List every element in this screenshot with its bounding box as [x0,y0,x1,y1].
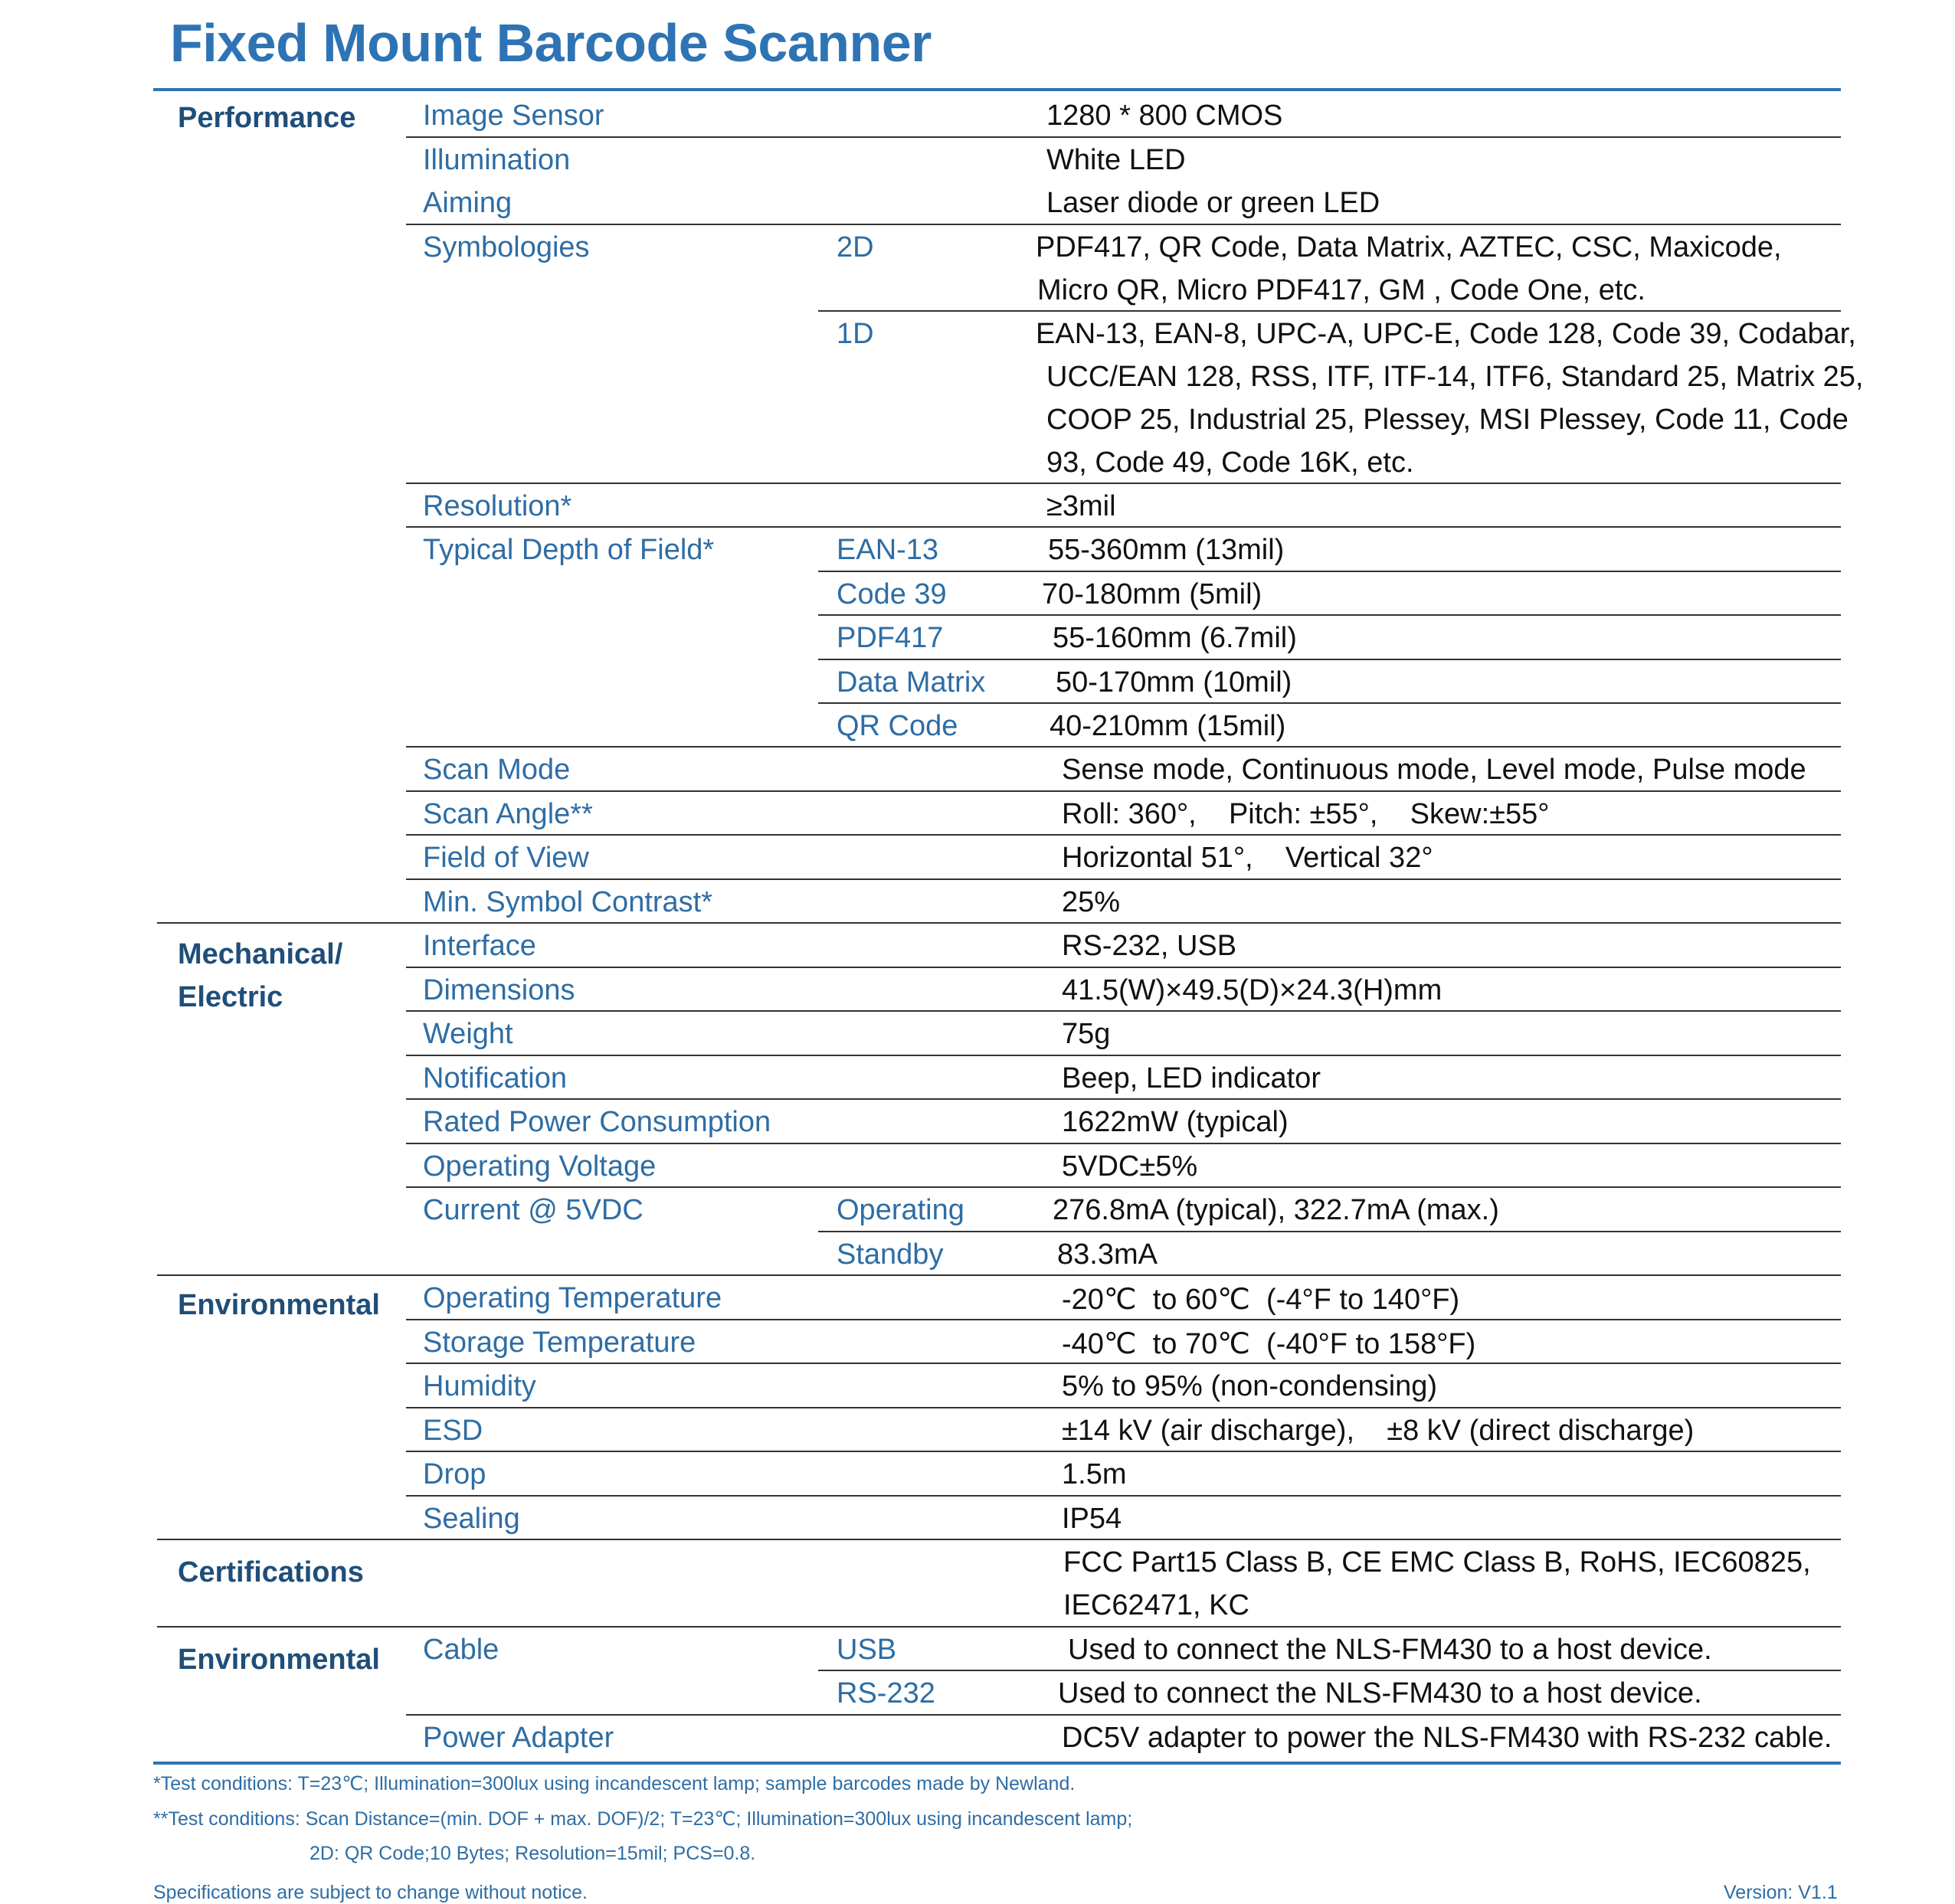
feature-current: Current @ 5VDC [423,1194,643,1226]
value-operating-voltage: 5VDC±5% [1062,1150,1198,1183]
version-label: Version: V1.1 [1724,1882,1838,1903]
feature-storage-temperature: Storage Temperature [423,1327,696,1359]
sub-dof-ean13: EAN-13 [837,534,939,566]
value-notification: Beep, LED indicator [1062,1062,1321,1094]
row-divider [818,1670,1841,1671]
row-divider [406,790,1841,792]
row-divider [406,1098,1841,1100]
value-dof-ean13: 55-360mm (13mil) [1048,534,1285,566]
value-symbologies-1d-line1: EAN-13, EAN-8, UPC-A, UPC-E, Code 128, Code 39, Codabar, [1036,318,1856,350]
row-divider [406,1055,1841,1056]
value-storage-temperature: -40℃ to 70℃ (-40°F to 158°F) [1062,1328,1476,1360]
row-divider [406,1451,1841,1452]
section-mechanical-electric: Mechanical/ [178,938,343,970]
value-scan-angle: Roll: 360°, Pitch: ±55°, Skew:±55° [1062,798,1550,830]
section-divider [157,1626,1841,1628]
section-divider [157,922,1841,924]
value-scan-mode: Sense mode, Continuous mode, Level mode, Pulse mode [1062,754,1806,786]
row-divider [406,526,1841,528]
value-weight: 75g [1062,1018,1111,1050]
value-illumination: White LED [1046,144,1186,176]
feature-power-consumption: Rated Power Consumption [423,1106,771,1138]
feature-drop: Drop [423,1458,486,1490]
row-divider [406,1143,1841,1144]
value-esd: ±14 kV (air discharge), ±8 kV (direct discharge) [1062,1415,1695,1447]
value-min-symbol-contrast: 25% [1062,886,1121,918]
sub-current-standby: Standby [837,1238,944,1271]
row-divider [818,702,1841,704]
value-operating-temperature: -20℃ to 60℃ (-4°F to 140°F) [1062,1284,1460,1316]
value-current-standby: 83.3mA [1057,1238,1158,1271]
sub-dof-data-matrix: Data Matrix [837,666,986,698]
feature-notification: Notification [423,1062,567,1094]
value-aiming: Laser diode or green LED [1046,187,1380,219]
value-dimensions: 41.5(W)×49.5(D)×24.3(H)mm [1062,974,1443,1006]
value-cable-usb: Used to connect the NLS-FM430 to a host device. [1068,1634,1712,1666]
sub-current-operating: Operating [837,1194,964,1226]
section-environmental: Environmental [178,1289,380,1321]
row-divider [818,1231,1841,1232]
footnote-1: *Test conditions: T=23℃; Illumination=300lux using incandescent lamp; sample barcodes made by Newland. [153,1773,1076,1794]
value-symbologies-2d-line2: Micro QR, Micro PDF417, GM , Code One, etc. [1037,274,1646,306]
section-divider [157,1539,1841,1540]
feature-weight: Weight [423,1018,513,1050]
section-performance: Performance [178,102,356,134]
value-symbologies-1d-line2: UCC/EAN 128, RSS, ITF, ITF-14, ITF6, Standard 25, Matrix 25, [1046,361,1864,393]
feature-dimensions: Dimensions [423,974,575,1006]
feature-field-of-view: Field of View [423,842,589,874]
row-divider [406,878,1841,880]
feature-scan-angle: Scan Angle** [423,798,593,830]
sub-dof-qr-code: QR Code [837,710,958,742]
feature-sealing: Sealing [423,1503,520,1535]
sub-dof-code39: Code 39 [837,578,947,610]
sub-cable-rs232: RS-232 [837,1677,935,1709]
value-dof-pdf417: 55-160mm (6.7mil) [1053,622,1297,654]
row-divider [406,967,1841,968]
row-divider [818,614,1841,616]
value-field-of-view: Horizontal 51°, Vertical 32° [1062,842,1433,874]
value-resolution: ≥3mil [1046,490,1116,522]
value-certifications-line2: IEC62471, KC [1063,1589,1249,1621]
value-power-adapter: DC5V adapter to power the NLS-FM430 with RS-232 cable. [1062,1722,1832,1754]
value-interface: RS-232, USB [1062,930,1237,962]
feature-esd: ESD [423,1415,483,1447]
sub-symbologies-2d: 2D [837,231,874,263]
value-symbologies-2d-line1: PDF417, QR Code, Data Matrix, AZTEC, CSC, Maxicode, [1036,231,1782,263]
row-divider [406,136,1841,138]
row-divider [818,571,1841,572]
feature-power-adapter: Power Adapter [423,1722,614,1754]
page-title: Fixed Mount Barcode Scanner [170,13,932,73]
value-symbologies-1d-line3: COOP 25, Industrial 25, Plessey, MSI Plessey, Code 11, Code [1046,404,1849,436]
value-humidity: 5% to 95% (non-condensing) [1062,1370,1438,1402]
sub-dof-pdf417: PDF417 [837,622,944,654]
row-divider [406,834,1841,836]
value-cable-rs232: Used to connect the NLS-FM430 to a host device. [1058,1677,1702,1709]
value-power-consumption: 1622mW (typical) [1062,1106,1289,1138]
feature-operating-voltage: Operating Voltage [423,1150,657,1183]
row-divider [406,1714,1841,1716]
value-symbologies-1d-line4: 93, Code 49, Code 16K, etc. [1046,447,1414,479]
row-divider [406,1319,1841,1320]
feature-cable: Cable [423,1634,499,1666]
section-accessories: Environmental [178,1644,380,1676]
value-sealing: IP54 [1062,1503,1122,1535]
table-bottom-divider [153,1762,1841,1765]
feature-image-sensor: Image Sensor [423,100,604,132]
footnote-2: **Test conditions: Scan Distance=(min. DOF + max. DOF)/2; T=23℃; Illumination=300lux using incandescent lamp; [153,1808,1133,1830]
row-divider [406,1407,1841,1408]
row-divider [406,1010,1841,1012]
value-dof-data-matrix: 50-170mm (10mil) [1056,666,1292,698]
section-certifications: Certifications [178,1556,364,1588]
feature-min-symbol-contrast: Min. Symbol Contrast* [423,886,713,918]
feature-symbologies: Symbologies [423,231,590,263]
feature-resolution: Resolution* [423,490,572,522]
value-certifications-line1: FCC Part15 Class B, CE EMC Class B, RoHS, IEC60825, [1063,1546,1811,1578]
feature-depth-of-field: Typical Depth of Field* [423,534,715,566]
section-mechanical-electric-line2: Electric [178,981,283,1013]
value-current-operating: 276.8mA (typical), 322.7mA (max.) [1053,1194,1499,1226]
row-divider [406,746,1841,748]
feature-humidity: Humidity [423,1370,536,1402]
row-divider [406,1495,1841,1497]
footnote-2-continued: 2D: QR Code;10 Bytes; Resolution=15mil; PCS=0.8. [309,1843,756,1864]
feature-scan-mode: Scan Mode [423,754,571,786]
section-divider [157,1274,1841,1276]
row-divider [818,659,1841,660]
row-divider [818,310,1841,312]
row-divider [406,1186,1841,1188]
row-divider [406,1363,1841,1364]
value-dof-code39: 70-180mm (5mil) [1042,578,1262,610]
feature-aiming: Aiming [423,187,512,219]
row-divider [406,224,1841,225]
row-divider [406,483,1841,484]
value-dof-qr-code: 40-210mm (15mil) [1050,710,1286,742]
disclaimer: Specifications are subject to change without notice. [153,1882,588,1903]
value-drop: 1.5m [1062,1458,1127,1490]
feature-interface: Interface [423,930,536,962]
value-image-sensor: 1280 * 800 CMOS [1046,100,1283,132]
feature-operating-temperature: Operating Temperature [423,1282,722,1314]
feature-illumination: Illumination [423,144,571,176]
sub-symbologies-1d: 1D [837,318,874,350]
sub-cable-usb: USB [837,1634,897,1666]
